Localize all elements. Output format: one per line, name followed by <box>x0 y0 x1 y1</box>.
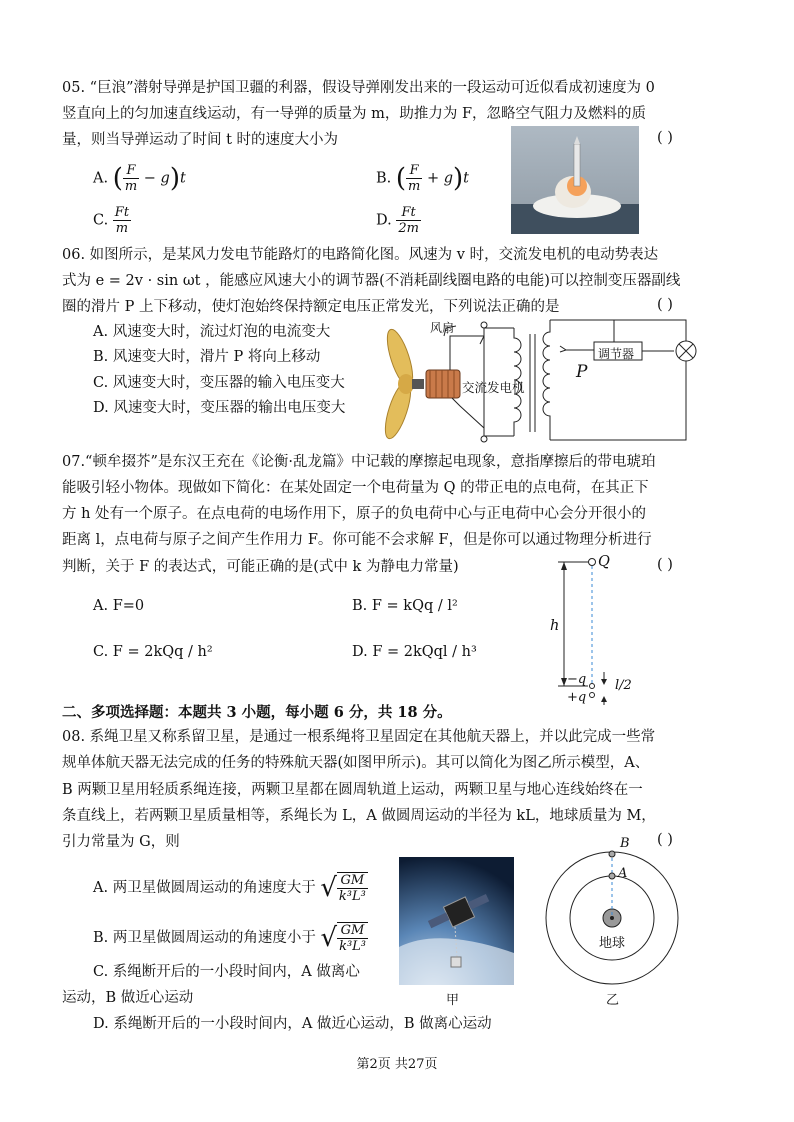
q08-line2: 规单体航天器无法完成的任务的特殊航天器(如图甲所示)。其可以简化为图乙所示模型，A、 <box>62 755 650 771</box>
fig-label-earth: 地球 <box>599 936 626 951</box>
q05-answer-bracket: ( ) <box>657 130 673 146</box>
q07-option-a: A. F=0 <box>93 598 145 614</box>
q06-option-b: B. 风速变大时，滑片 P 将向上移动 <box>93 349 321 365</box>
q05-option-d: D. $\frac{Ft}{2m}$ <box>376 205 419 236</box>
fig-label-regulator: 调节器 <box>598 347 635 361</box>
q05-option-a: A. ( $\frac{F}{m}$ − g)t <box>93 163 186 194</box>
fig-label-a: A <box>618 866 628 881</box>
q08-line3: B 两颗卫星用轻质系绳连接，两颗卫星都在圆周轨道上运动，两颗卫星与地心连线始终在一 <box>62 782 643 798</box>
fig-label-l-half: l/2 <box>615 678 632 693</box>
orbit-diagram <box>542 846 684 988</box>
q08-line4: 条直线上，若两颗卫星质量相等，系绳长为 L，A 做圆周运动的半径为 kL，地球质量为 M， <box>62 808 656 824</box>
missile-launch-photo <box>511 126 639 234</box>
fig-label-p: P <box>576 362 588 382</box>
q08-option-a: A. 两卫星做圆周运动的角速度大于 √ $\frac{GM}{\text{k³L³}}$ <box>93 873 366 904</box>
q05-line3: 量，则当导弹运动了时间 t 时的速度大小为 <box>62 132 339 148</box>
q07-option-d: D. F = 2kQql / h³ <box>352 644 477 660</box>
fig-label-pos-q: +q <box>567 690 587 705</box>
q07-line5: 判断，关于 F 的表达式，可能正确的是(式中 k 为静电力常量) <box>62 559 459 575</box>
q06-option-c: C. 风速变大时，变压器的输入电压变大 <box>93 375 345 391</box>
q06-line1: 06. 如图所示，是某风力发电节能路灯的电路简化图。风速为 v 时，交流发电机的电动势表达 <box>62 247 659 263</box>
q08-option-b: B. 两卫星做圆周运动的角速度小于 √ $\frac{GM}{\text{k³L³}}$ <box>93 923 366 954</box>
q07-line4: 距离 l，点电荷与原子之间产生作用力 F。你可能不会求解 F，但是你可以通过物理分析进行 <box>62 532 652 548</box>
q07-option-b: B. F = kQq / l² <box>352 598 458 614</box>
q07-line2: 能吸引轻小物体。现做如下简化：在某处固定一个电荷量为 Q 的带正电的点电荷，在其正下 <box>62 480 649 496</box>
q08-answer-bracket: ( ) <box>657 832 673 848</box>
q07-line1: 07.“顿牟掇芥”是东汉王充在《论衡·乱龙篇》中记载的摩擦起电现象，意指摩擦后的带电琥珀 <box>62 454 656 470</box>
q05-line2: 竖直向上的匀加速直线运动，有一导弹的质量为 m，助推力为 F，忽略空气阻力及燃料的质 <box>62 106 647 122</box>
q08-line1: 08. 系绳卫星又称系留卫星，是通过一根系绳将卫星固定在其他航天器上，并以此完成一些常 <box>62 729 656 745</box>
q06-line2: 式为 e = 2v · sin ωt ，能感应风速大小的调节器(不消耗副线圈电路的电能)可以控制变压器副线 <box>62 273 681 289</box>
generator-coil-icon <box>426 370 460 398</box>
q05-option-c: C. $\frac{Ft}{m}$ <box>93 205 130 236</box>
q05-line1: 05. “巨浪”潜射导弹是护国卫疆的利器，假设导弹刚发出来的一段运动可近似看成初速度为 0 <box>62 80 655 96</box>
q06-line3: 圈的滑片 P 上下移动，使灯泡始终保持额定电压正常发光，下列说法正确的是 <box>62 299 560 315</box>
q06-option-a: A. 风速变大时，流过灯泡的电流变大 <box>93 324 331 340</box>
q07-line3: 方 h 处有一个原子。在点电荷的电场作用下，原子的负电荷中心与正电荷中心会分开很小的 <box>62 506 647 522</box>
q06-option-d: D. 风速变大时，变压器的输出电压变大 <box>93 400 346 416</box>
wind-generator-circuit-diagram <box>376 316 702 446</box>
q08-option-c-line1: C. 系绳断开后的一小段时间内，A 做离心 <box>93 964 360 980</box>
fig-label-b: B <box>620 836 630 851</box>
q08-line5: 引力常量为 G，则 <box>62 834 180 850</box>
section-2-heading: 二、多项选择题：本题共 3 小题，每小题 6 分，共 18 分。 <box>62 704 452 721</box>
q07-option-c: C. F = 2kQq / h² <box>93 644 213 660</box>
page-footer: 第2页 共27页 <box>356 1057 438 1072</box>
q08-option-d: D. 系绳断开后的一小段时间内，A 做近心运动，B 做离心运动 <box>93 1016 492 1032</box>
lamp-icon <box>676 341 696 361</box>
tethered-satellite-photo <box>399 857 514 985</box>
q05-option-b: B. ( $\frac{F}{m}$ + g)t <box>376 163 469 194</box>
fig-label-neg-q: −q <box>567 672 587 687</box>
fig-label-generator: 交流发电机 <box>462 380 525 395</box>
fig-label-jia: 甲 <box>446 993 460 1008</box>
fig-label-fan: 风扇 <box>430 321 455 335</box>
q08-option-c-line2: 运动，B 做近心运动 <box>62 990 194 1006</box>
fig-label-q: Q <box>598 554 610 570</box>
charge-atom-diagram <box>548 552 648 707</box>
fig-label-h: h <box>550 618 560 634</box>
q07-answer-bracket: ( ) <box>657 557 673 573</box>
q06-answer-bracket: ( ) <box>657 297 673 313</box>
fig-label-yi: 乙 <box>606 993 620 1008</box>
